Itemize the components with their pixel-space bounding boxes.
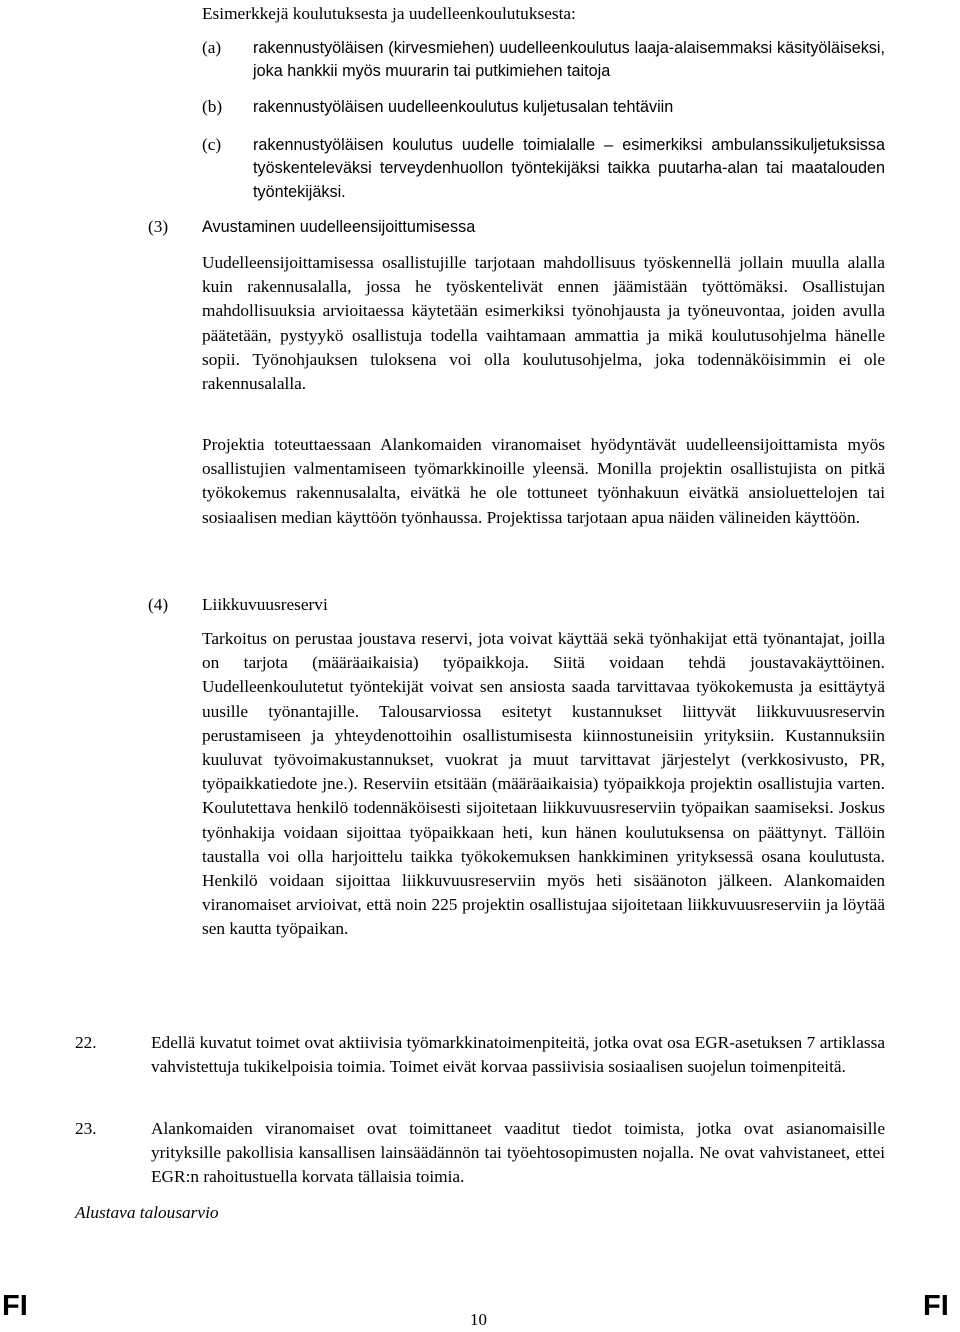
intro-text: Esimerkkejä koulutuksesta ja uudelleenkoulutuksesta: (202, 4, 576, 23)
example-a-label: (a) (202, 38, 222, 57)
section-4-paragraph: Tarkoitus on perustaa joustava reservi, jota voivat käyttää sekä työnhakijat että työnantajat, joilla on tarjota (määräaikaisia) työpaikkoja. Siitä voidaan tehdä joustavakäyttöinen. Uudelleenkoulutetut työntekijät voivat sen ansiosta saada tarvittavaa työkokemusta ja esittäytyä uusille työnantajille. Talousarviossa esitetyt kustannukset liittyvät liikkuvuusreservin perustamiseen ja yhteydenottoihin osallistumisesta kiinnostuneisiin yrityksiin. Kustannuksiin kuuluvat työvoimakustannukset, vuokrat ja muut tarvittavat järjestelyt (verkkosivusto, PR, työpaikkatiedote jne.). Reserviin etsitään (määräaikaisia) työpaikkoja projektin osallistujia varten. Koulutettava henkilö todennäköisesti sijoitetaan liikkuvuusreserviin työpaikan saamiseksi. Joskus työnhakija voidaan sijoittaa työpaikkaan heti, kun hänen koulutuksensa on päättynyt. Tällöin taustalla voi olla harjoittelu taikka työkokemuksen hankkiminen yrityksessä osana koulutusta. Henkilö voidaan sijoittaa liikkuvuusreserviin myös heti sisäänoton jälkeen. Alankomaiden viranomaiset arvioivat, että noin 225 projektin osallistujaa sijoitetaan liikkuvuusreserviin ja löytää sen kautta työpaikan. (202, 629, 885, 939)
section-3-heading: Avustaminen uudelleensijoittumisessa (202, 218, 476, 236)
point-23-text: Alankomaiden viranomaiset ovat toimittaneet vaaditut tiedot toimista, jotka ovat asianomaisille yrityksille pakollisia kansallisen lainsäädännön tai työehtosopimusten nojalla. Ne ovat vahvistaneet, ettei EGR:n rahoitustuella korvata tällaisia toimia. (151, 1119, 885, 1187)
example-c-label: (c) (202, 135, 222, 154)
section-3-paragraph-1: Uudelleensijoittamisessa osallistujille tarjotaan mahdollisuus työskennellä jollain muulla alalla kuin rakennusalalla, jossa he työskentelivät ennen jäämistään työttömäksi. Osallistujan mahdollisuuksia arvioitaessa käytetään esimerkiksi työnohjausta ja työneuvontaa, joiden avulla päätetään, pystyykö osallistuja todella vaihtamaan ammattia ja mikä koulutusohjelma hänelle sopii. Työnohjauksen tuloksena voi olla koulutusohjelma, joka todennäköisimmin ei ole rakennusalalla. (202, 253, 885, 394)
example-c-text: rakennustyöläisen koulutus uudelle toimialalle – esimerkiksi ambulanssikuljetuksissa työskenteleväksi terveydenhuollon työntekijäksi taikka puutarha-alan tai maatalouden työntekijäksi. (253, 136, 885, 201)
section-3-paragraph-2: Projektia toteuttaessaan Alankomaiden viranomaiset hyödyntävät uudelleensijoittamista myös osallistujien valmentamiseen työmarkkinoille yleensä. Monilla projektin osallistujista on pitkä työkokemus rakennusalalta, eivätkä he ole tottuneet työnhakuun eivätkä ansioluettelojen tai sosiaalisen median käyttöön työnhaussa. Projektissa tarjotaan apua näiden välineiden käyttöön. (202, 435, 885, 527)
footer-language-left: FI (2, 1290, 28, 1322)
example-a-text: rakennustyöläisen (kirvesmiehen) uudelleenkoulutus laaja-alaisemmaksi käsityöläiseksi, joka hankkii myös muurarin tai putkimiehen taitoja (253, 39, 885, 81)
point-22-text: Edellä kuvatut toimet ovat aktiivisia työmarkkinatoimenpiteitä, jotka ovat osa EGR-asetuksen 7 artiklassa vahvistettuja tukikelpoisia toimia. Toimet eivät korvaa passiivisia sosiaalisen suojelun toimenpiteitä. (151, 1033, 885, 1077)
page-number: 10 (470, 1310, 487, 1329)
section-4-heading: Liikkuvuusreservi (202, 595, 328, 614)
point-22-number: 22. (75, 1033, 97, 1052)
footer-language-right: FI (923, 1290, 949, 1322)
point-23-number: 23. (75, 1119, 97, 1138)
section-4-number: (4) (148, 595, 169, 614)
section-3-number: (3) (148, 217, 169, 236)
budget-subheading: Alustava talousarvio (75, 1203, 219, 1222)
example-b-text: rakennustyöläisen uudelleenkoulutus kuljetusalan tehtäviin (253, 98, 674, 116)
example-b-label: (b) (202, 97, 223, 116)
